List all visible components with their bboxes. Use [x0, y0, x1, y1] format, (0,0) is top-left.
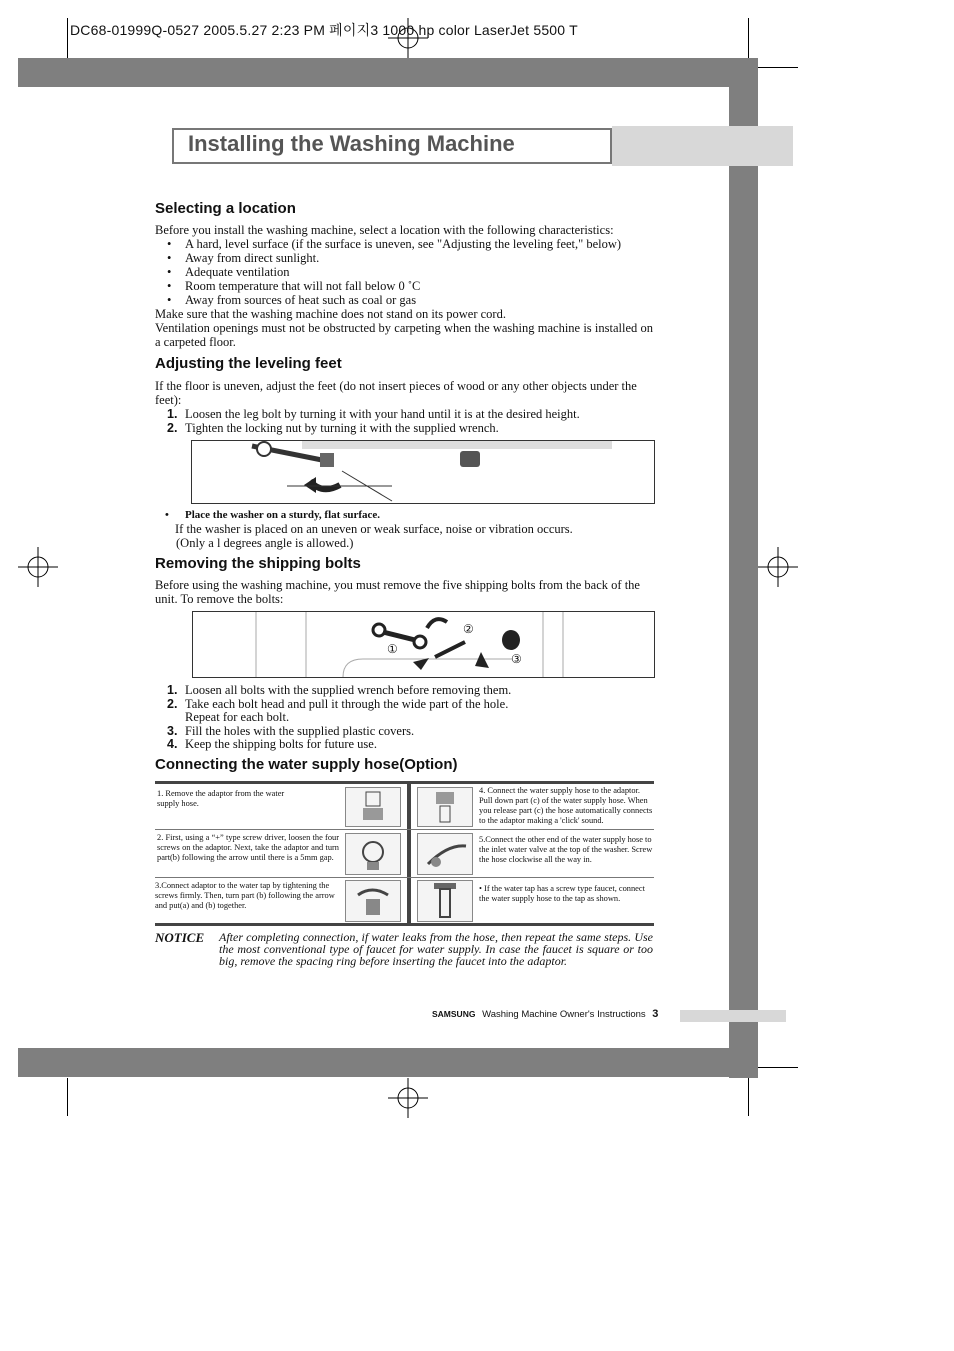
bolts-step: 2. Take each bolt head and pull it through the wide part of the hole.: [167, 696, 509, 711]
crop-mark: [67, 1078, 68, 1116]
bolts-step: 1. Loosen all bolts with the supplied wrench before removing them.: [167, 683, 512, 697]
leveling-step: 1. Loosen the leg bolt by turning it with your hand until it is at the desired height.: [167, 407, 580, 421]
hose-step-image: [345, 880, 401, 922]
footer-text: Washing Machine Owner's Instructions: [482, 1009, 646, 1020]
figure-label-2: ②: [463, 622, 474, 636]
page-number: 3: [652, 1008, 659, 1020]
list-item: • Away from sources of heat such as coal or gas: [155, 293, 653, 307]
print-header: DC68-01999Q-0527 2005.5.27 2:23 PM 페이지3 1000 hp color LaserJet 5500 T: [70, 22, 578, 38]
leveling-illustration: [192, 441, 654, 503]
figure-label-1: ①: [387, 642, 398, 656]
shipping-bolts-figure: [192, 611, 655, 678]
hose-step-text: • If the water tap has a screw type faucet, connect the water supply hose to the tap as shown.: [479, 884, 645, 903]
page-title: Installing the Washing Machine: [188, 131, 515, 156]
location-note: Ventilation openings must not be obstructed by carpeting when the washing machine is installed on a carpeted floor.: [155, 321, 653, 349]
list-item: • A hard, level surface (if the surface is uneven, see "Adjusting the leveling feet," below): [155, 237, 653, 251]
list-item: • Room temperature that will not fall below 0 ˚C: [155, 279, 653, 293]
leveling-feet-figure: [191, 440, 655, 504]
section-heading-bolts: Removing the shipping bolts: [155, 555, 361, 572]
table-row-divider: [155, 829, 654, 830]
bolts-step: 4. Keep the shipping bolts for future use.: [167, 737, 377, 751]
registration-mark-left: [18, 547, 58, 587]
notice-text: After completing connection, if water leaks from the hose, then repeat the same steps. Use the most conventional type of faucet for water supply. In case the faucet is square or too big, remove the spacing ring before inserting the faucet into the adaptor.: [219, 930, 653, 968]
figure-label-3: ③: [511, 652, 522, 666]
footer-shade: [680, 1010, 786, 1022]
crop-mark: [758, 1067, 798, 1068]
crop-mark: [67, 18, 68, 58]
footer: [432, 1008, 658, 1020]
hose-steps-table: [155, 781, 654, 926]
list-item: • Away from direct sunlight.: [155, 251, 653, 265]
surface-note-text: If the washer is placed on an uneven or weak surface, noise or vibration occurs.: [175, 522, 573, 536]
location-intro: Before you install the washing machine, select a location with the following characteristics:: [155, 223, 614, 237]
surface-note: [165, 508, 653, 550]
top-band: [18, 58, 758, 87]
bolts-steps: [167, 684, 653, 752]
right-band: [729, 58, 758, 1078]
surface-note-title: • Place the washer on a sturdy, flat surface.: [165, 509, 381, 521]
hose-step-image: [345, 787, 401, 827]
hose-step-text: 3.Connect adaptor to the water tap by tightening the screws firmly. Then, turn part (b) following the arrow and put(a) and (b) together.: [155, 881, 335, 910]
hose-step-image: [417, 833, 473, 875]
registration-mark-right: [758, 547, 798, 587]
crop-mark: [748, 1078, 749, 1116]
bolts-step: 3. Fill the holes with the supplied plastic covers.: [167, 723, 415, 738]
samsung-logo: SAMSUNG: [432, 1009, 476, 1019]
table-row-divider: [155, 877, 654, 878]
notice-label: NOTICE: [155, 930, 205, 945]
leveling-intro: If the floor is uneven, adjust the feet (do not insert pieces of wood or any other objects under the feet):: [155, 379, 637, 407]
section-heading-leveling: Adjusting the leveling feet: [155, 355, 342, 372]
hose-step-image: [417, 880, 473, 922]
registration-mark-bottom: [388, 1078, 428, 1118]
location-bullets: [155, 237, 653, 307]
list-item: • Adequate ventilation: [155, 265, 653, 279]
leveling-step: 2. Tighten the locking nut by turning it with the supplied wrench.: [167, 421, 499, 435]
bolts-illustration: [193, 612, 654, 677]
hose-step-text: 2. First, using a “+” type screw driver, loosen the four screws on the adaptor. Next, take the adaptor and turn part(b) following the arrow until there is a 5mm gap.: [157, 833, 339, 862]
location-note: Make sure that the washing machine does not stand on its power cord.: [155, 307, 506, 321]
bottom-band: [18, 1048, 758, 1077]
surface-note-text: (Only a l degrees angle is allowed.): [176, 536, 354, 550]
table-divider: [407, 784, 411, 923]
hose-step-text: 1. Remove the adaptor from the water supply hose.: [157, 789, 285, 808]
hose-step-text: 5.Connect the other end of the water supply hose to the inlet water valve at the top of the washer. Screw the hose clockwise all the way in.: [479, 835, 653, 864]
section-heading-hose: Connecting the water supply hose(Option): [155, 756, 458, 773]
hose-step-text: 4. Connect the water supply hose to the adaptor. Pull down part (c) of the water supply hose. When you release part (c) the hose automatically connects to the adaptor making a 'click' sound.: [479, 786, 653, 825]
section-heading-location: Selecting a location: [155, 200, 296, 217]
hose-step-image: [345, 833, 401, 875]
crop-mark: [758, 67, 798, 68]
bolts-step: Repeat for each bolt.: [185, 710, 290, 724]
title-bar-shade: [612, 126, 793, 166]
crop-mark: [748, 18, 749, 58]
location-body: [155, 223, 653, 349]
hose-step-image: [417, 787, 473, 827]
leveling-body: [155, 379, 653, 435]
bolts-intro: Before using the washing machine, you must remove the five shipping bolts from the back of the unit. To remove the bolts:: [155, 578, 640, 606]
